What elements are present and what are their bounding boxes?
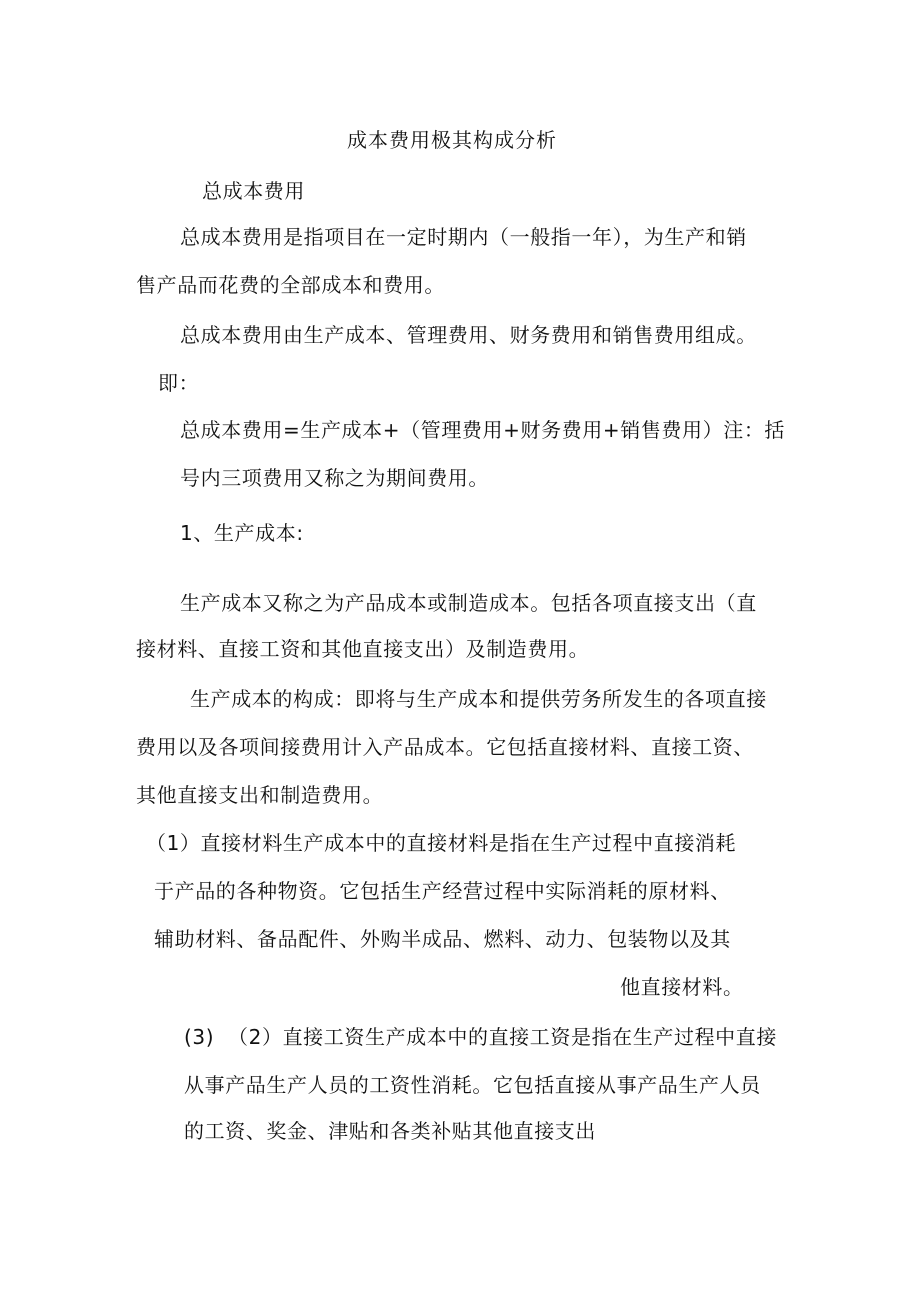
paragraph-line: 于产品的各种物资。它包括生产经营过程中实际消耗的原材料、 bbox=[154, 879, 731, 903]
paragraph-line: 售产品而花费的全部成本和费用。 bbox=[136, 273, 445, 297]
paragraph-line: 总成本费用由生产成本、管理费用、财务费用和销售费用组成。 bbox=[180, 323, 757, 347]
section-heading-production-cost: 1、生产成本: bbox=[180, 521, 304, 545]
paragraph-line: 号内三项费用又称之为期间费用。 bbox=[180, 466, 489, 490]
paragraph-line: 接材料、直接工资和其他直接支出）及制造费用。 bbox=[136, 637, 590, 661]
paragraph-line: 辅助材料、备品配件、外购半成品、燃料、动力、包装物以及其 bbox=[154, 927, 731, 951]
page-title: 成本费用极其构成分析 bbox=[347, 128, 557, 152]
paragraph-line: 费用以及各项间接费用计入产品成本。它包括直接材料、直接工资、 bbox=[136, 735, 754, 759]
paragraph-line: （1）直接材料生产成本中的直接材料是指在生产过程中直接消耗 bbox=[146, 831, 737, 855]
section-heading-total-cost: 总成本费用 bbox=[202, 179, 305, 203]
paragraph-line: 的工资、奖金、津贴和各类补贴其他直接支出 bbox=[184, 1119, 596, 1143]
paragraph-line: 生产成本又称之为产品成本或制造成本。包括各项直接支出（直 bbox=[180, 591, 757, 615]
paragraph-line: (3) （2）直接工资生产成本中的直接工资是指在生产过程中直接 bbox=[184, 1025, 777, 1049]
paragraph-line: 总成本费用是指项目在一定时期内（一般指一年），为生产和销 bbox=[180, 225, 747, 249]
paragraph-line: 其他直接支出和制造费用。 bbox=[136, 783, 384, 807]
paragraph-line: 他直接材料。 bbox=[620, 975, 744, 999]
paragraph-line: 即： bbox=[158, 371, 200, 395]
paragraph-line: 生产成本的构成：即将与生产成本和提供劳务所发生的各项直接 bbox=[190, 687, 767, 711]
paragraph-line: 总成本费用=生产成本+（管理费用+财务费用+销售费用）注：括 bbox=[180, 418, 786, 442]
paragraph-line: 从事产品生产人员的工资性消耗。它包括直接从事产品生产人员 bbox=[184, 1073, 761, 1097]
